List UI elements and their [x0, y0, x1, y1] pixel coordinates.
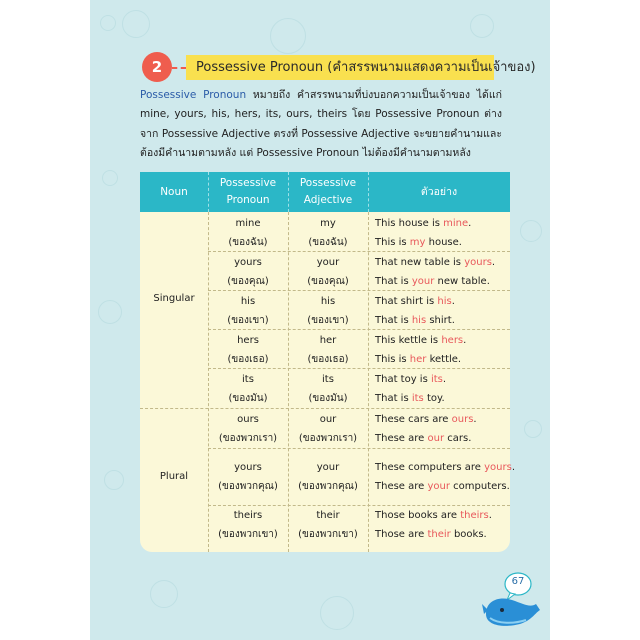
table-row [140, 253, 510, 291]
adjective-word: their [316, 510, 340, 521]
bubble-decoration [470, 14, 494, 38]
example-text: . [473, 414, 477, 425]
header-adjective-line2: Adjective [303, 194, 353, 206]
page-number: 67 [511, 576, 525, 587]
example-text: Those books are [375, 510, 461, 521]
example-text: . [491, 257, 496, 268]
example-highlight: their [427, 529, 451, 540]
example-text: This is [375, 237, 410, 248]
pronoun-word: theirs [233, 510, 263, 521]
example-highlight: yours [484, 462, 512, 473]
example-highlight: my [409, 237, 426, 248]
adjective-cell [288, 410, 368, 448]
pronoun-cell [208, 292, 288, 330]
example-highlight: mine [443, 218, 469, 229]
adjective-word: our [319, 414, 337, 425]
adjective-cell [288, 458, 368, 496]
header-possessive-adjective [288, 172, 368, 212]
header-example: ตัวอย่าง [420, 185, 458, 198]
adjective-thai: (ของฉัน) [308, 237, 348, 248]
pronoun-word: yours [234, 462, 262, 473]
example-text: . [511, 462, 515, 473]
adjective-word: your [316, 462, 340, 473]
example-sentence-2 [375, 477, 510, 496]
example-sentence-2 [375, 311, 455, 330]
example-highlight: his [437, 296, 452, 307]
bubble-decoration [122, 10, 150, 38]
header-pronoun-line1: Possessive [219, 177, 277, 189]
example-highlight: his [411, 315, 427, 326]
possessive-table [140, 172, 515, 552]
table-row [140, 410, 510, 448]
example-sentence-2 [375, 429, 471, 448]
pronoun-word: yours [234, 257, 262, 268]
adjective-cell [288, 506, 368, 544]
section-title: Possessive Pronoun (คำสรรพนามแสดงความเป็นเจ้าของ) [186, 55, 494, 80]
table-row [140, 292, 510, 330]
example-sentence-1 [375, 458, 515, 477]
example-highlight: her [409, 354, 427, 365]
example-sentence-1 [375, 506, 492, 525]
table-row [140, 506, 510, 544]
bubble-decoration [98, 300, 122, 324]
intro-paragraph [140, 86, 502, 163]
example-highlight: theirs [460, 510, 489, 521]
adjective-cell [288, 331, 368, 369]
book-page [90, 0, 550, 640]
example-highlight: our [427, 433, 445, 444]
example-sentence-1 [375, 410, 477, 429]
example-highlight: its [430, 374, 443, 385]
pronoun-word: mine [235, 218, 261, 229]
example-text: That new table is [375, 257, 465, 268]
example-text: This house is [375, 218, 444, 229]
adjective-thai: (ของคุณ) [307, 276, 349, 287]
example-text: These cars are [375, 414, 452, 425]
header-divider [208, 172, 209, 212]
example-text: new table. [434, 276, 490, 287]
bubble-decoration [102, 170, 118, 186]
example-sentence-1 [375, 331, 466, 350]
row-divider [208, 448, 510, 449]
adjective-word: my [320, 218, 336, 229]
pronoun-thai: (ของพวกเรา) [218, 433, 278, 444]
section-number-badge: 2 [142, 52, 172, 82]
example-text: That shirt is [375, 296, 438, 307]
example-sentence-2 [375, 389, 445, 408]
example-text: This kettle is [375, 335, 442, 346]
example-sentence-1 [375, 370, 446, 389]
example-text: . [442, 374, 447, 385]
header-divider [288, 172, 289, 212]
pronoun-thai: (ของพวกคุณ) [218, 481, 278, 492]
example-sentence-2 [375, 525, 487, 544]
example-highlight: hers [441, 335, 464, 346]
header-adjective-line1: Possessive [299, 177, 357, 189]
example-text: These computers are [375, 462, 485, 473]
whale-mascot [480, 570, 544, 634]
example-text: That is [375, 315, 412, 326]
pronoun-thai: (ของมัน) [228, 393, 268, 404]
example-sentence-2 [375, 350, 461, 369]
example-text: house. [425, 237, 462, 248]
pronoun-word: his [240, 296, 256, 307]
pronoun-thai: (ของคุณ) [227, 276, 269, 287]
pronoun-cell [208, 410, 288, 448]
pronoun-thai: (ของเธอ) [227, 354, 269, 365]
example-text: . [451, 296, 455, 307]
example-text: This is [375, 354, 410, 365]
table-row [140, 331, 510, 369]
group-divider [140, 408, 510, 409]
pronoun-word: ours [237, 414, 259, 425]
adjective-thai: (ของเธอ) [307, 354, 349, 365]
pronoun-cell [208, 458, 288, 496]
example-text: These are [375, 433, 428, 444]
example-sentence-1 [375, 253, 495, 272]
example-highlight: yours [464, 257, 492, 268]
example-text: . [468, 218, 472, 229]
bubble-decoration [520, 220, 542, 242]
bubble-decoration [104, 470, 124, 490]
example-text: That is [375, 393, 412, 404]
example-sentence-1 [375, 292, 455, 311]
group-label-plural: Plural [159, 471, 189, 482]
pronoun-word: hers [237, 335, 259, 346]
table-row [140, 214, 510, 252]
adjective-cell [288, 253, 368, 291]
pronoun-cell [208, 331, 288, 369]
example-text: books. [450, 529, 487, 540]
adjective-word: its [322, 374, 334, 385]
pronoun-thai: (ของพวกเขา) [218, 529, 278, 540]
pronoun-word: its [242, 374, 254, 385]
bubble-decoration [524, 420, 542, 438]
pronoun-thai: (ของเขา) [227, 315, 269, 326]
adjective-thai: (ของพวกเรา) [298, 433, 358, 444]
example-highlight: its [411, 393, 424, 404]
adjective-thai: (ของพวกเขา) [298, 529, 358, 540]
adjective-word: your [316, 257, 340, 268]
pronoun-cell [208, 506, 288, 544]
header-divider [368, 172, 369, 212]
example-highlight: your [427, 481, 450, 492]
header-possessive-pronoun [208, 172, 288, 212]
example-sentence-2 [375, 272, 490, 291]
example-text: That is [375, 276, 412, 287]
paragraph-body: หมายถึง คำสรรพนามที่บ่งบอกความเป็นเจ้าของ ได้แก่ mine, yours, his, hers, its, ours, theirs โดย Possessive Pronoun ต่างจาก Possessive Adjective ตรงที่ Possessive Adjective จะขยายคำนามและต้องมีคำนามตามหลัง แต่ Possessive Pronoun ไม่ต้องมีคำนามตามหลัง [140, 89, 502, 159]
pronoun-cell [208, 253, 288, 291]
example-highlight: ours [451, 414, 474, 425]
bubble-decoration [150, 580, 178, 608]
example-sentence-1 [375, 214, 471, 233]
pronoun-cell [208, 370, 288, 408]
paragraph-lead-term: Possessive Pronoun [140, 89, 247, 101]
adjective-word: her [319, 335, 337, 346]
table-header [140, 172, 510, 212]
example-highlight: your [411, 276, 435, 287]
table-row [140, 370, 510, 408]
pronoun-thai: (ของฉัน) [228, 237, 268, 248]
example-text: These are [375, 481, 428, 492]
adjective-word: his [320, 296, 336, 307]
header-pronoun-line2: Pronoun [226, 194, 270, 206]
adjective-thai: (ของเขา) [307, 315, 349, 326]
adjective-thai: (ของพวกคุณ) [298, 481, 358, 492]
pronoun-cell [208, 214, 288, 252]
example-text: shirt. [426, 315, 455, 326]
bubble-decoration [100, 15, 116, 31]
example-sentence-2 [375, 233, 462, 252]
adjective-cell [288, 214, 368, 252]
adjective-thai: (ของมัน) [308, 393, 348, 404]
bubble-decoration [320, 596, 354, 630]
table-row [140, 458, 515, 496]
example-text: That toy is [375, 374, 431, 385]
header-noun: Noun [160, 185, 188, 198]
section-connector-line [172, 67, 186, 69]
bubble-decoration [270, 18, 306, 54]
example-text: kettle. [426, 354, 462, 365]
example-text: Those are [375, 529, 428, 540]
example-text: computers. [450, 481, 510, 492]
adjective-cell [288, 370, 368, 408]
example-text: . [488, 510, 492, 521]
example-text: toy. [423, 393, 445, 404]
example-text: cars. [444, 433, 472, 444]
group-label-singular: Singular [153, 293, 195, 304]
example-text: . [463, 335, 467, 346]
adjective-cell [288, 292, 368, 330]
